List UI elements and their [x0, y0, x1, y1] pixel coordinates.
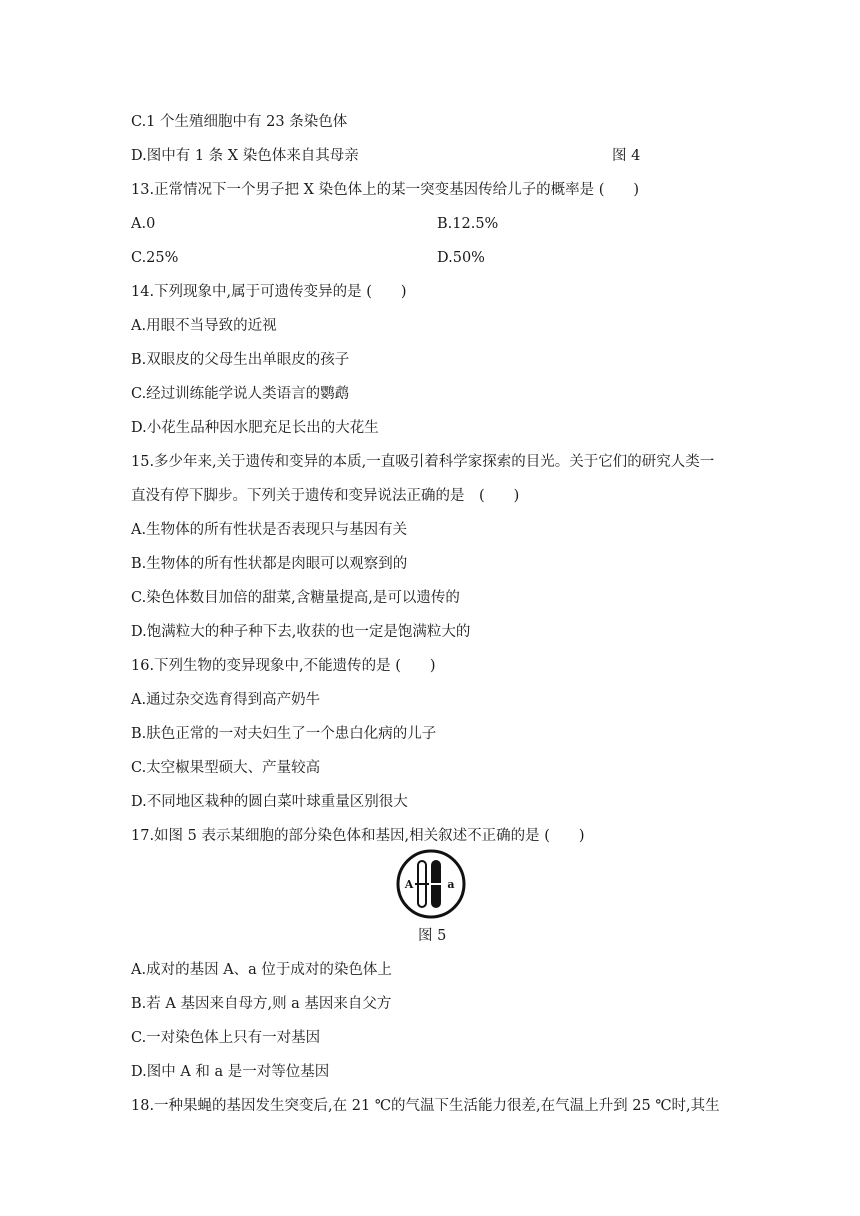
option-15b: B.生物体的所有性状都是肉眼可以观察到的: [131, 556, 408, 572]
option-16a: A.通过杂交选育得到高产奶牛: [131, 692, 321, 708]
option-12c: C.1 个生殖细胞中有 23 条染色体: [131, 114, 348, 130]
option-17c: C.一对染色体上只有一对基因: [131, 1030, 321, 1046]
option-17d: D.图中 A 和 a 是一对等位基因: [131, 1064, 330, 1080]
option-14a: A.用眼不当导致的近视: [131, 318, 277, 334]
option-17b: B.若 A 基因来自母方,则 a 基因来自父方: [131, 996, 392, 1012]
question-14: 14.下列现象中,属于可遗传变异的是 ( ): [131, 284, 407, 300]
option-16b: B.肤色正常的一对夫妇生了一个患白化病的儿子: [131, 726, 437, 742]
option-13a: A.0: [131, 216, 156, 232]
option-15d: D.饱满粒大的种子种下去,收获的也一定是饱满粒大的: [131, 624, 471, 640]
option-13c: C.25%: [131, 250, 179, 266]
question-16: 16.下列生物的变异现象中,不能遗传的是 ( ): [131, 658, 436, 674]
gene-label-right: a: [447, 878, 455, 891]
option-14d: D.小花生品种因水肥充足长出的大花生: [131, 420, 379, 436]
figure-4-caption: 图 4: [612, 148, 641, 164]
option-13b: B.12.5%: [437, 216, 499, 232]
option-14b: B.双眼皮的父母生出单眼皮的孩子: [131, 352, 350, 368]
gene-label-left: A: [404, 878, 414, 891]
option-15a: A.生物体的所有性状是否表现只与基因有关: [131, 522, 408, 538]
question-18: 18.一种果蝇的基因发生突变后,在 21 ℃的气温下生活能力很差,在气温上升到 25 ℃时,其生: [131, 1098, 720, 1114]
option-17a: A.成对的基因 A、a 位于成对的染色体上: [131, 962, 392, 978]
option-13d: D.50%: [437, 250, 485, 266]
option-16d: D.不同地区栽种的圆白菜叶球重量区别很大: [131, 794, 408, 810]
question-15-line2: 直没有停下脚步。下列关于遗传和变异说法正确的是 ( ): [131, 488, 520, 504]
option-15c: C.染色体数目加倍的甜菜,含糖量提高,是可以遗传的: [131, 590, 460, 606]
chromosome-figure: [395, 848, 467, 920]
question-17: 17.如图 5 表示某细胞的部分染色体和基因,相关叙述不正确的是 ( ): [131, 828, 585, 844]
option-16c: C.太空椒果型硕大、产量较高: [131, 760, 321, 776]
option-12d: D.图中有 1 条 X 染色体来自其母亲: [131, 148, 359, 164]
option-14c: C.经过训练能学说人类语言的鹦鹉: [131, 386, 350, 402]
figure-5-caption: 图 5: [418, 928, 447, 944]
question-13: 13.正常情况下一个男子把 X 染色体上的某一突变基因传给儿子的概率是 ( ): [131, 182, 640, 198]
question-15-line1: 15.多少年来,关于遗传和变异的本质,一直吸引着科学家探索的目光。关于它们的研究人类一: [131, 454, 715, 470]
